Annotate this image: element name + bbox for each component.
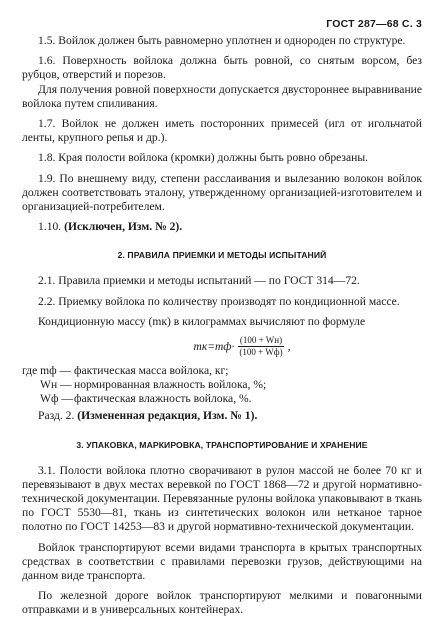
definition-text: фактическая влажность войлока, %. — [74, 391, 252, 405]
definition-symbol: где mф — — [22, 364, 72, 378]
formula-tail: , — [287, 340, 291, 353]
definition-symbol: Wн — — [40, 377, 72, 391]
page-header: ГОСТ 287—68 С. 3 — [326, 18, 422, 30]
section-2-heading: 2. ПРАВИЛА ПРИЕМКИ И МЕТОДЫ ИСПЫТАНИЙ — [117, 250, 327, 261]
clause-1-10 — [22, 220, 422, 234]
formula-lhs: mк=mф· — [193, 340, 235, 353]
clause-2-1: 2.1. Правила приемки и методы испытаний — по ГОСТ 314—72. — [38, 274, 360, 288]
definition-row — [22, 392, 422, 406]
section-2-amendment — [22, 409, 422, 423]
clause-1-9: 1.9. По внешнему виду, степени расслаивания и вылезанию волокон войлок должен соответствовать эталону, утвержденному организацией-изготовителем и организацией-потребителем. — [22, 171, 422, 214]
clause-2-2: 2.2. Приемку войлока по количеству производят по кондиционной массе. — [38, 294, 400, 308]
definition-text: нормированная влажность войлока, %; — [74, 377, 267, 391]
formula-fraction — [237, 335, 284, 358]
clause-1-6: 1.6. Поверхность войлока должна быть ровной, со снятым ворсом, без рубцов, отверстий и порезов. — [22, 54, 422, 82]
formula-definitions — [22, 364, 422, 405]
document-body — [22, 14, 422, 624]
clause-1-10-status: (Исключен, Изм. № 2). — [64, 220, 183, 234]
clause-1-10-number: 1.10. — [38, 220, 62, 234]
clause-3-1: 3.1. Полости войлока плотно сворачивают в рулон массой не более 70 кг и перевязывают в двух местах веревкой по ГОСТ 1868—72 и другой нормативно-технической документации. Перевязанные рулоны войлока упаковывают в ткань по ГОСТ 5530—81, ткань из синтетических волокон или нетканое тарное полотно по ГОСТ 14253—83 и другой нормативно-технической документации. — [22, 463, 422, 534]
transport-paragraph: Войлок транспортируют всеми видами транспорта в крытых транспортных средствах в соответствии с правилами перевозки грузов, действующими на данном виде транспорта. — [22, 540, 422, 583]
formula-denominator: (100 + Wф) — [239, 347, 283, 358]
clause-1-7: 1.7. Войлок не должен иметь посторонних примесей (игл от игольчатой ленты, крупного репья и др.). — [22, 117, 422, 145]
formula-intro: Кондиционную массу (mк) в килограммах вычисляют по формуле — [38, 314, 366, 328]
section-3-heading: 3. УПАКОВКА, МАРКИРОВКА, ТРАНСПОРТИРОВАНИЕ И ХРАНЕНИЕ — [76, 439, 368, 450]
section-2-ref: Разд. 2. — [38, 409, 75, 423]
formula-numerator: (100 + Wн) — [239, 335, 283, 346]
definition-row — [22, 378, 422, 392]
definition-symbol: Wф — — [40, 391, 73, 405]
section-2-amendment-note: (Измененная редакция, Изм. № 1). — [77, 409, 258, 423]
definition-text: фактическая масса войлока, кг; — [74, 364, 229, 378]
railway-paragraph: По железной дороге войлок транспортируют мелкими и повагонными отправками и в универсальных контейнерах. — [22, 589, 422, 617]
clause-1-6-note: Для получения ровной поверхности допускается двустороннее выравнивание войлока путем спиливания. — [22, 82, 423, 110]
conditioned-mass-formula — [62, 335, 422, 358]
clause-1-5: 1.5. Войлок должен быть равномерно уплотнен и однороден по структуре. — [38, 34, 406, 47]
definition-row — [22, 364, 422, 378]
clause-1-8: 1.8. Края полости войлока (кромки) должны быть ровно обрезаны. — [38, 151, 369, 165]
